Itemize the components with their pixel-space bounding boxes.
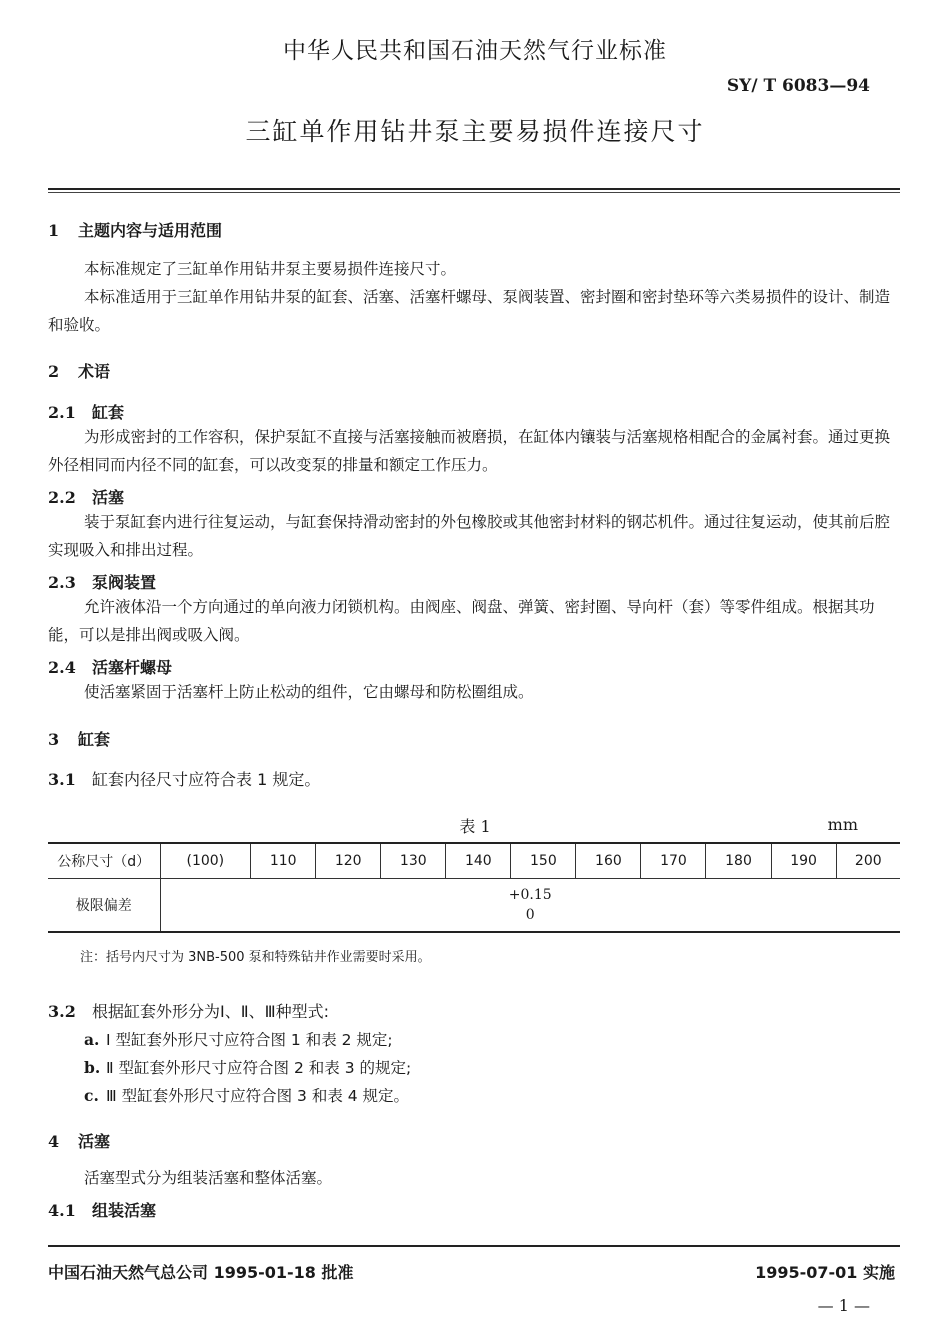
- term-2-2-heading: 2.2 活塞: [48, 488, 125, 507]
- table-cell: 180: [706, 843, 771, 879]
- effective-date: 1995-07-01 实施: [755, 1263, 895, 1282]
- section-4-paragraph: 活塞型式分为组装活塞和整体活塞。: [84, 1169, 333, 1187]
- section-1-paragraph-1: 本标准规定了三缸单作用钻井泵主要易损件连接尺寸。: [84, 260, 457, 278]
- table-row-tolerance: [48, 879, 900, 933]
- table-cell: 140: [446, 843, 511, 879]
- section-3-heading: 3 缸套: [48, 730, 111, 749]
- list-item-b: b. Ⅱ 型缸套外形尺寸应符合图 2 和表 3 的规定;: [84, 1058, 412, 1077]
- section-4-heading: 4 活塞: [48, 1132, 111, 1151]
- term-2-4-text: 使活塞紧固于活塞杆上防止松动的组件，它由螺母和防松圈组成。: [84, 683, 534, 701]
- clause-3-1: 3.1 缸套内径尺寸应符合表 1 规定。: [48, 770, 321, 789]
- table-1-note: 注：括号内尺寸为 3NB-500 泵和特殊钻井作业需要时采用。: [80, 950, 431, 965]
- document-title: 三缸单作用钻井泵主要易损件连接尺寸: [245, 117, 705, 146]
- page-number: — 1 —: [817, 1296, 870, 1315]
- list-item-a: a. Ⅰ 型缸套外形尺寸应符合图 1 和表 2 规定;: [84, 1030, 393, 1049]
- standard-category-title: 中华人民共和国石油天然气行业标准: [283, 38, 667, 64]
- table-1-unit: mm: [827, 815, 858, 834]
- header-rule: [48, 188, 900, 190]
- term-2-1-text: 为形成密封的工作容积，保护泵缸不直接与活塞接触而被磨损，在缸体内镶装与活塞规格相配合的金属衬套。通过更换外径相同而内径不同的缸套，可以改变泵的排量和额定工作压力。: [48, 428, 891, 474]
- section-2-heading: 2 术语: [48, 362, 111, 381]
- table-cell: 190: [771, 843, 836, 879]
- table-cell: 150: [511, 843, 576, 879]
- table-row-label: 公称尺寸（d）: [48, 843, 160, 879]
- approval-line: 中国石油天然气总公司 1995-01-18 批准: [48, 1263, 354, 1282]
- table-1: [48, 842, 900, 933]
- term-2-1-heading: 2.1 缸套: [48, 403, 125, 422]
- table-cell: 200: [836, 843, 900, 879]
- tolerance-upper: +0.15: [508, 887, 552, 903]
- table-cell: 110: [251, 843, 316, 879]
- table-row-label: 极限偏差: [48, 879, 160, 933]
- section-1-heading: 1 主题内容与适用范围: [48, 221, 223, 240]
- term-2-2-text: 装于泵缸套内进行往复运动，与缸套保持滑动密封的外包橡胶或其他密封材料的钢芯机件。通过往复运动，使其前后腔实现吸入和排出过程。: [48, 513, 891, 559]
- section-1-paragraph-2: 本标准适用于三缸单作用钻井泵的缸套、活塞、活塞杆螺母、泵阀装置、密封圈和密封垫环等六类易损件的设计、制造和验收。: [48, 288, 891, 334]
- table-cell: 120: [316, 843, 381, 879]
- term-2-3-text: 允许液体沿一个方向通过的单向液力闭锁机构。由阀座、阀盘、弹簧、密封圈、导向杆（套）等零件组成。根据其功能，可以是排出阀或吸入阀。: [48, 598, 875, 644]
- clause-4-1-heading: 4.1 组装活塞: [48, 1201, 157, 1220]
- term-2-3-heading: 2.3 泵阀装置: [48, 573, 157, 592]
- table-cell: 130: [381, 843, 446, 879]
- footer-rule: [48, 1245, 900, 1247]
- list-item-c: c. Ⅲ 型缸套外形尺寸应符合图 3 和表 4 规定。: [84, 1086, 410, 1105]
- header-rule-thin: [48, 192, 900, 193]
- table-cell: 170: [641, 843, 706, 879]
- table-1-caption: 表 1: [459, 817, 491, 836]
- table-row-nominal-size: [48, 843, 900, 879]
- tolerance-lower: 0: [525, 907, 535, 923]
- table-cell: 160: [576, 843, 641, 879]
- tolerance-cell: [160, 879, 900, 933]
- standard-number: SY/ T 6083—94: [726, 76, 870, 96]
- table-cell: (100): [160, 843, 251, 879]
- clause-3-2: 3.2 根据缸套外形分为Ⅰ、Ⅱ、Ⅲ种型式:: [48, 1002, 330, 1021]
- term-2-4-heading: 2.4 活塞杆螺母: [48, 658, 173, 677]
